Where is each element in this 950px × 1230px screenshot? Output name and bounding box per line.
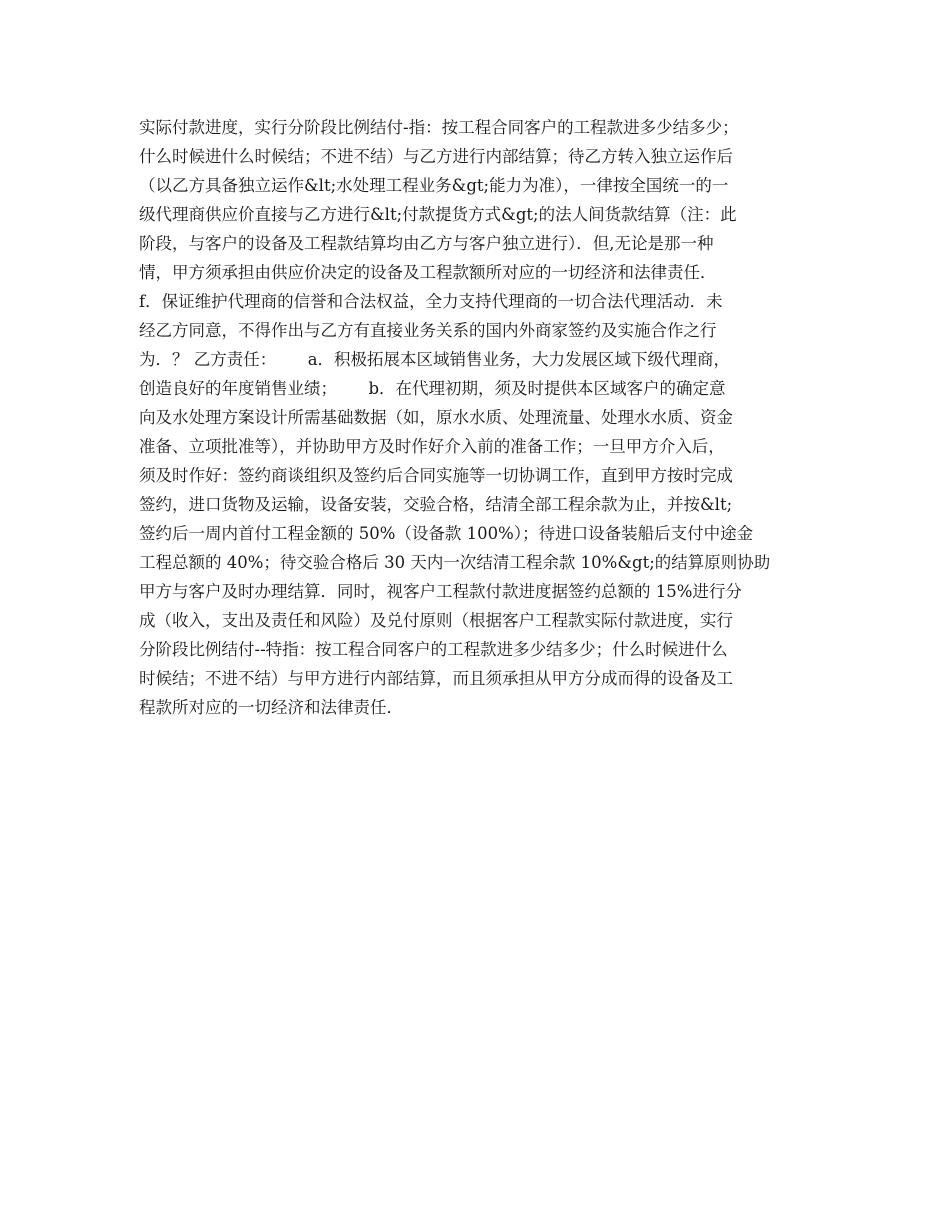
text-line: 向及水处理方案设计所需基础数据（如，原水水质、处理流量、处理水水质、资金	[139, 408, 733, 427]
text-line: 程款所对应的一切经济和法律责任．	[139, 698, 403, 717]
text-line: （以乙方具备独立运作&lt;水处理工程业务&gt;能力为准），一律按全国统一的一	[139, 176, 729, 195]
text-line: 甲方与客户及时办理结算．同时，视客户工程款付款进度据签约总额的 15%进行分	[139, 582, 742, 601]
text-line: 准备、立项批准等），并协助甲方及时作好介入前的准备工作；一旦甲方介入后，	[139, 437, 725, 456]
text-line: 创造良好的年度销售业绩； b．在代理初期，须及时提供本区域客户的确定意	[139, 379, 726, 398]
text-line: 为．？ 乙方责任： a．积极拓展本区域销售业务，大力发展区域下级代理商，	[139, 350, 731, 369]
text-line: 工程总额的 40%；待交验合格后 30 天内一次结清工程余款 10%&gt;的结算原则协助	[139, 553, 771, 572]
text-line: 须及时作好：签约商谈组织及签约后合同实施等一切协调工作，直到甲方按时完成	[139, 466, 733, 485]
text-line: f．保证维护代理商的信誉和合法权益，全力支持代理商的一切合法代理活动．未	[139, 292, 723, 311]
text-line: 什么时候进什么时候结；不进不结）与乙方进行内部结算；待乙方转入独立运作后	[139, 147, 733, 166]
text-line: 签约后一周内首付工程金额的 50%（设备款 100%）；待进口设备装船后支付中途金	[139, 524, 754, 543]
text-line: 级代理商供应价直接与乙方进行&lt;付款提货方式&gt;的法人间货款结算（注：此	[139, 205, 737, 224]
text-line: 阶段，与客户的设备及工程款结算均由乙方与客户独立进行）．但,无论是那一种	[139, 234, 714, 253]
text-line: 情，甲方须承担由供应价决定的设备及工程款额所对应的一切经济和法律责任．	[139, 263, 717, 282]
text-line: 成（收入，支出及责任和风险）及兑付原则（根据客户工程款实际付款进度，实行	[139, 611, 733, 630]
text-line: 分阶段比例结付--特指：按工程合同客户的工程款进多少结多少；什么时候进什么	[139, 640, 728, 659]
text-line: 经乙方同意，不得作出与乙方有直接业务关系的国内外商家签约及实施合作之行	[139, 321, 717, 340]
text-line: 时候结；不进不结）与甲方进行内部结算，而且须承担从甲方分成而得的设备及工	[139, 669, 733, 688]
text-line: 实际付款进度，实行分阶段比例结付-指：按工程合同客户的工程款进多少结多少；	[139, 118, 739, 137]
body-text	[139, 113, 829, 722]
text-line: 签约，进口货物及运输，设备安装，交验合格，结清全部工程余款为止，并按&lt;	[139, 495, 733, 514]
